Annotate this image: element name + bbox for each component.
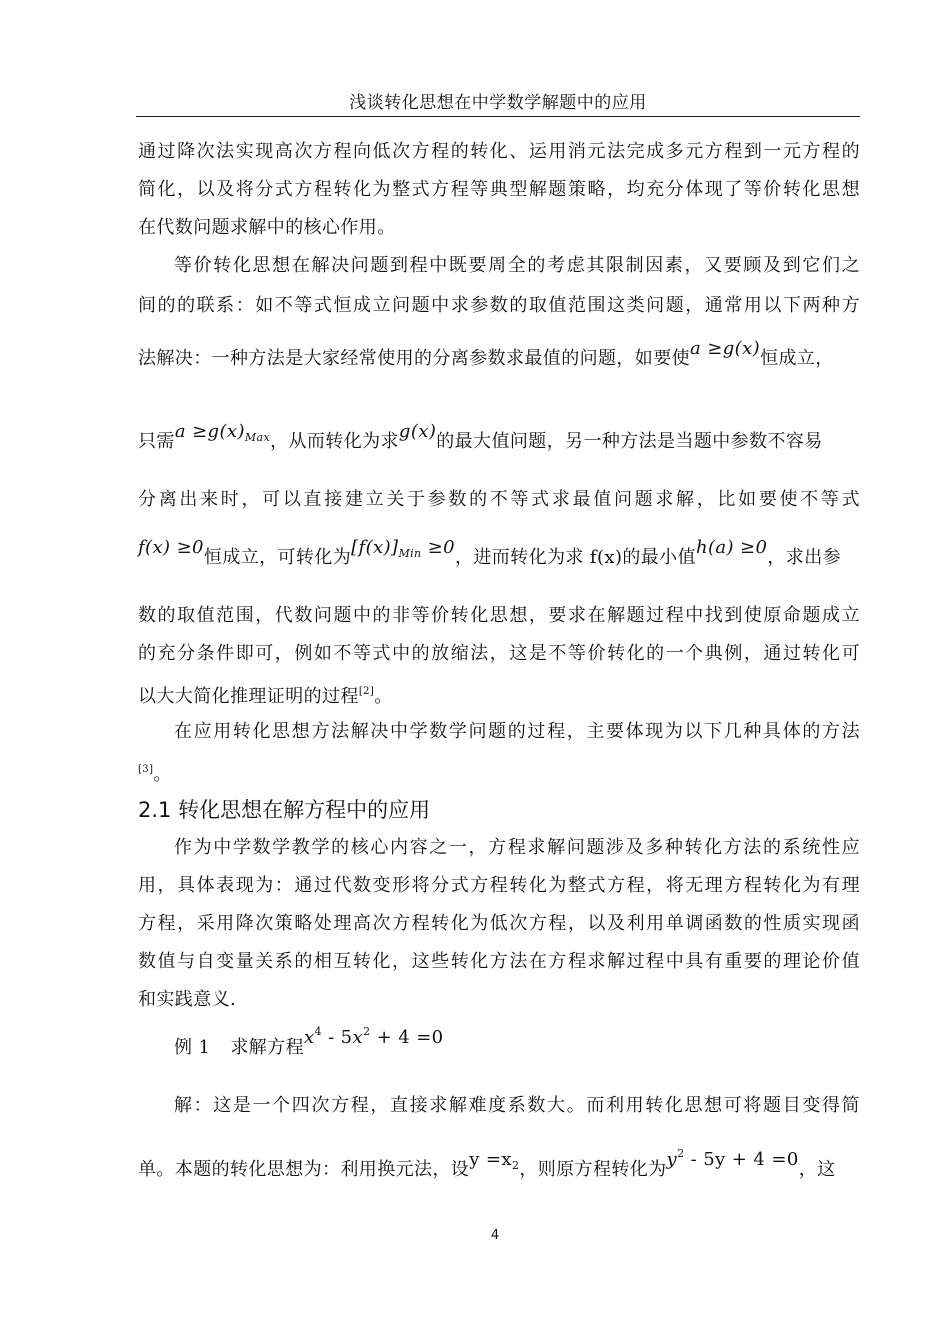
text-run: ，从而转化为求 (270, 431, 399, 452)
text-run: 单。本题的转化思想为：利用换元法，设 (138, 1159, 470, 1180)
math-variable: y (666, 1149, 678, 1170)
math-variable: x (352, 1027, 364, 1048)
text-run: 只需 (138, 431, 175, 452)
math-inequality: ≥0 (421, 537, 455, 558)
math-bracket: [f(x)] (351, 537, 399, 558)
body-line (138, 338, 860, 371)
math-variable: x (303, 1027, 315, 1048)
math-exponent: 4 (314, 1025, 322, 1038)
citation: [2] (358, 686, 375, 697)
math-inequality: f(x) ≥0 (138, 537, 204, 558)
math-subscript: Min (398, 547, 422, 560)
text-run: ，求出参 (767, 547, 842, 568)
body-line (138, 758, 860, 787)
math-subscript: 2 (511, 1159, 520, 1172)
math-exponent: 2 (677, 1147, 685, 1160)
text-run: ，这 (798, 1159, 836, 1180)
body-line: 在代数问题求解中的核心作用。 (138, 217, 396, 238)
running-header: 浅谈转化思想在中学数学解题中的应用 (349, 93, 647, 113)
page-number: 4 (490, 1228, 500, 1243)
body-line: 解：这是一个四次方程，直接求解难度系数大。而利用转化思想可将题目变得简 (174, 1095, 860, 1116)
body-line (138, 421, 860, 460)
body-line: 在应用转化思想方法解决中学数学问题的过程，主要体现为以下几种具体的方法 (174, 721, 860, 742)
text-run: ，则原方程转化为 (519, 1159, 667, 1180)
math-term: + 4 =0 (370, 1027, 444, 1048)
math-subscript: Max (244, 431, 271, 444)
text-run: 。 (153, 764, 172, 785)
body-line: 间的的联系：如不等式恒成立问题中求参数的取值范围这类问题，通常用以下两种方 (138, 295, 860, 316)
example-label: 例 1 (174, 1037, 211, 1058)
text-run: 恒成立， (760, 348, 834, 369)
body-line: 数的取值范围，代数问题中的非等价转化思想，要求在解题过程中找到使原命题成立 (138, 605, 860, 626)
text-run: 。 (374, 686, 393, 707)
section-heading: 2.1 转化思想在解方程中的应用 (138, 798, 431, 822)
math-inequality: a ≥g(x) (174, 421, 245, 442)
text-run: 求解方程 (230, 1037, 304, 1058)
math-inequality: a ≥g(x) (690, 338, 761, 359)
text-run: ，进而转化为求 f(x)的最小值 (454, 547, 696, 568)
body-line: 用，具体表现为：通过代数变形将分式方程转化为整式方程，将无理方程转化为有理 (138, 875, 860, 896)
body-line: 的充分条件即可，例如不等式中的放缩法，这是不等价转化的一个典例，通过转化可 (138, 643, 860, 664)
math-exponent: 2 (363, 1025, 371, 1038)
citation: [3] (138, 764, 154, 775)
text-run: 以大大简化推理证明的过程 (138, 686, 359, 707)
body-line: 数值与自变量关系的相互转化，这些转化方法在方程求解过程中具有重要的理论价值 (138, 951, 860, 972)
body-line: 分离出来时，可以直接建立关于参数的不等式求最值问题求解，比如要使不等式 (138, 489, 860, 510)
body-line (138, 1147, 860, 1188)
body-line: 简化，以及将分式方程转化为整式方程等典型解题策略，均充分体现了等价转化思想 (138, 179, 860, 200)
math-function: g(x) (398, 421, 437, 442)
math-term: - 5 (321, 1027, 353, 1048)
body-line: 方程，采用降次策略处理高次方程转化为低次方程，以及利用单调函数的性质实现函 (138, 913, 860, 934)
body-line: 作为中学数学教学的核心内容之一，方程求解问题涉及多种转化方法的系统性应 (174, 837, 860, 858)
math-inequality: h(a) ≥0 (695, 537, 768, 558)
body-line: 通过降次法实现高次方程向低次方程的转化、运用消元法完成多元方程到一元方程的 (138, 141, 860, 162)
header-rule (136, 116, 860, 117)
text-run: 恒成立，可转化为 (203, 547, 352, 568)
body-line (138, 537, 860, 576)
text-run: 法解决：一种方法是大家经常使用的分离参数求最值的问题，如要使 (138, 348, 690, 369)
text-run: 的最大值问题，另一种方法是当题中参数不容易 (436, 431, 823, 452)
example-line (174, 1025, 896, 1060)
body-line (138, 680, 860, 709)
body-line: 等价转化思想在解决问题到程中既要周全的考虑其限制因素，又要顾及到它们之 (174, 255, 860, 276)
body-line: 和实践意义. (138, 989, 237, 1010)
math-equation: - 5y + 4 =0 (684, 1149, 799, 1170)
math-equation: y =x (469, 1149, 512, 1170)
